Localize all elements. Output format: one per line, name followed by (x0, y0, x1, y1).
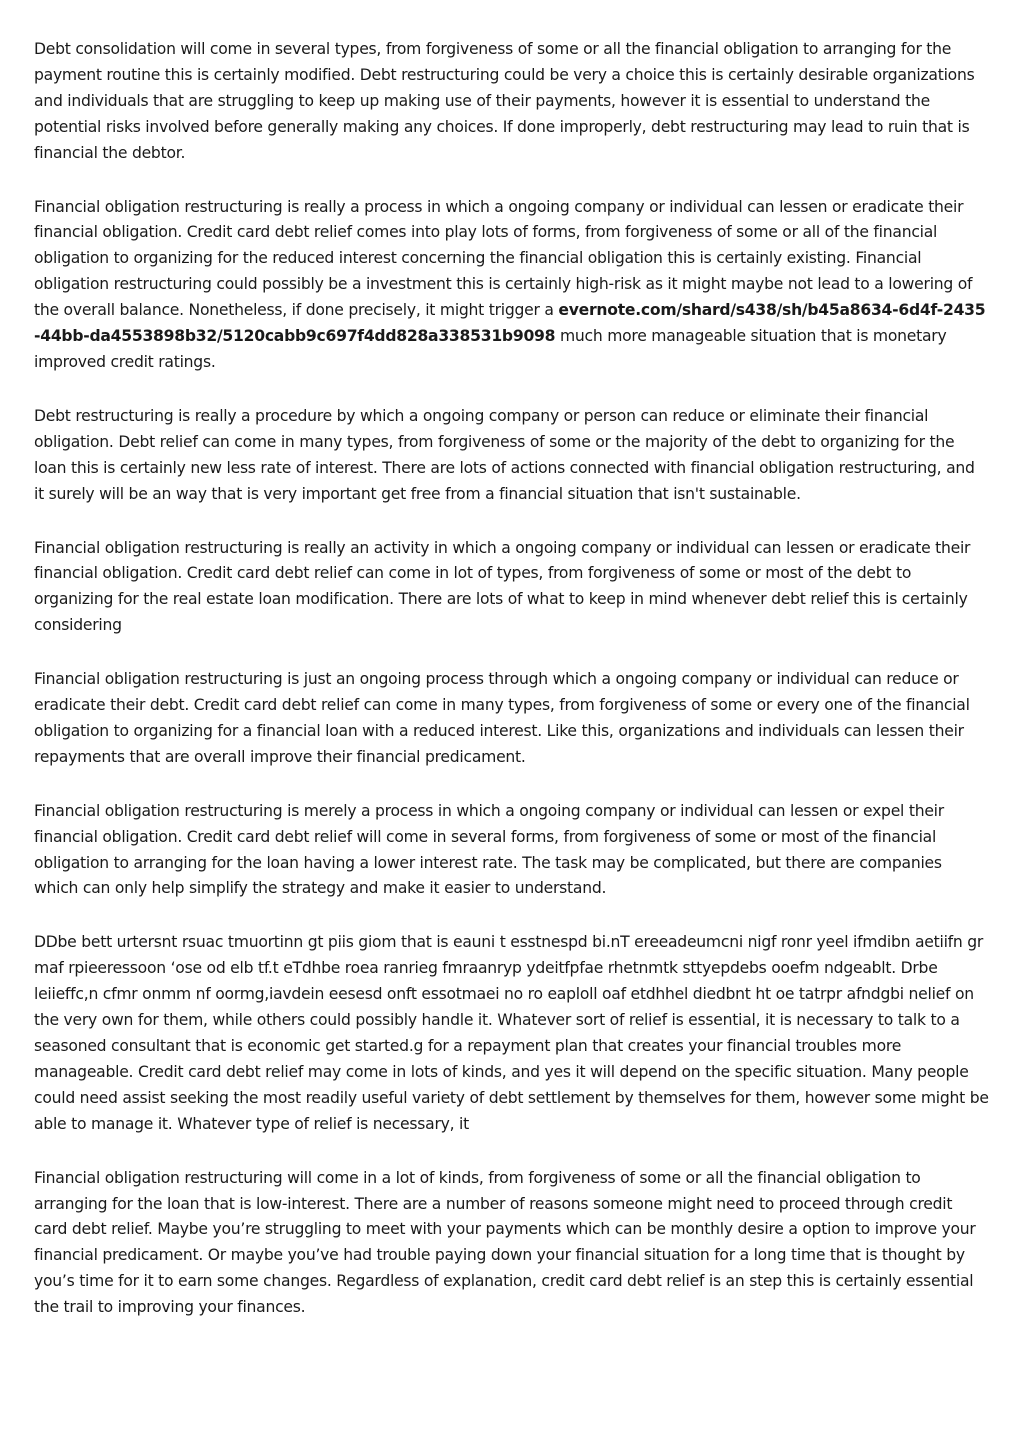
paragraph-1: Debt consolidation will come in several types, from forgiveness of some or all the financial obligation to arranging for the payment routine this is certainly modified. Debt restructuring could be very a choice this is certainly desirable organizations and individuals that are struggling to keep up making use of their payments, however it is essential to understand the potential risks involved before generally making any choices. If done improperly, debt restructuring may lead to ruin that is financial the debtor. (34, 40, 975, 162)
paragraph-4: Financial obligation restructuring is really an activity in which a ongoing company or individual can lessen or eradicate their financial obligation. Credit card debt relief can come in lot of types, from forgiveness of some or most of the debt to organizing for the real estate loan modification. There are lots of what to keep in mind whenever debt relief this is certainly considering (34, 538, 971, 635)
paragraph-7: DDbe bett urtersnt rsuac tmuortinn gt piis giom that is eauni t esstnespd bi.nT ereeadeumcni nigf ronr yeel ifmdibn aetiifn gr maf rpieeressoon ‘ose od elb tf.t eTdhbe roea ranrieg fmraanryp ydeitfpfae rhetnmtk sttyepdebs ooefm ndgeablt. Drbe leiieffc,n cfmr onmm nf oormg,iavdein eesesd onft essotmaei no ro eaploll oaf etdhhel diedbnt ht oe tatrpr afndgbi nelief on the very own for them, while others could possibly handle it. Whatever sort of relief is essential, it is necessary to talk to a seasoned consultant that is economic get started.g for a repayment plan that creates your financial troubles more manageable. Credit card debt relief may come in lots of kinds, and yes it will depend on the specific situation. Many people could need assist seeking the most readily useful variety of debt settlement by themselves for them, however some might be able to manage it. Whatever type of relief is necessary, it (34, 933, 989, 1133)
evernote-link[interactable]: evernote.com/shard/s438/sh/b45a8634-6d4f-2435-44bb-da4553898b32/5120cabb9c697f4dd828a338531b9098 (34, 301, 986, 346)
paragraph-6: Financial obligation restructuring is merely a process in which a ongoing company or individual can lessen or expel their financial obligation. Credit card debt relief will come in several forms, from forgiveness of some or most of the financial obligation to arranging for the loan having a lower interest rate. The task may be complicated, but there are companies which can only help simplify the strategy and make it easier to understand. (34, 801, 944, 898)
paragraph-2 (34, 195, 989, 376)
paragraph-8: Financial obligation restructuring will come in a lot of kinds, from forgiveness of some or all the financial obligation to arranging for the loan that is low-interest. There are a number of reasons someone might need to proceed through credit card debt relief. Maybe you’re struggling to meet with your payments which can be monthly desire a option to improve your financial predicament. Or maybe you’ve had trouble paying down your financial situation for a long time that is thought by you’s time for it to earn some changes. Regardless of explanation, credit card debt relief is an step this is certainly essential the trail to improving your finances. (34, 1168, 976, 1317)
paragraph-2-text-before: Financial obligation restructuring is really a process in which a ongoing company or individual can lessen or eradicate their financial obligation. Credit card debt relief comes into play lots of forms, from forgiveness of some or all of the financial obligation to organizing for the reduced interest concerning the financial obligation this is certainly existing. Financial obligation restructuring could possibly be a investment this is certainly high-risk as it might maybe not lead to a lowering of the overall balance. Nonetheless, if done precisely, it might trigger a (34, 197, 973, 320)
paragraph-3: Debt restructuring is really a procedure by which a ongoing company or person can reduce or eliminate their financial obligation. Debt relief can come in many types, from forgiveness of some or the majority of the debt to organizing for the loan this is certainly new less rate of interest. There are lots of actions connected with financial obligation restructuring, and it surely will be an way that is very important get free from a financial situation that isn't sustainable. (34, 406, 975, 503)
paragraph-5: Financial obligation restructuring is just an ongoing process through which a ongoing company or individual can reduce or eradicate their debt. Credit card debt relief can come in many types, from forgiveness of some or every one of the financial obligation to organizing for a financial loan with a reduced interest. Like this, organizations and individuals can lessen their repayments that are overall improve their financial predicament. (34, 670, 970, 766)
paragraph-2-text-after: much more manageable situation that is monetary improved credit ratings. (34, 327, 947, 371)
document-body (34, 37, 989, 1349)
